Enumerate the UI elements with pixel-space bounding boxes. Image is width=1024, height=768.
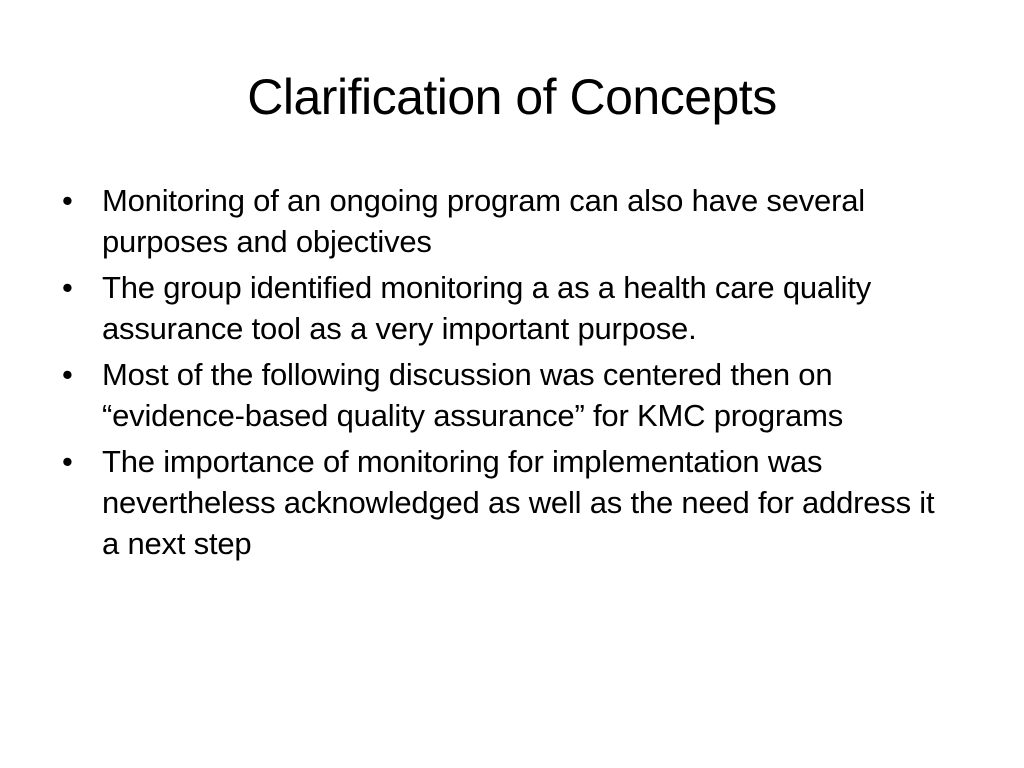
- bullet-item: [58, 180, 958, 262]
- bullet-item: [58, 267, 958, 349]
- slide-title: Clarification of Concepts: [247, 69, 777, 125]
- bullet-text: The group identified monitoring a as a health care quality assurance tool as a very important purpose.: [102, 270, 872, 346]
- bullet-icon: •: [62, 357, 73, 392]
- bullet-list: [58, 180, 958, 569]
- bullet-item: [58, 441, 958, 564]
- bullet-icon: •: [62, 444, 73, 479]
- bullet-icon: •: [62, 270, 73, 305]
- bullet-icon: •: [62, 183, 73, 218]
- bullet-text: Monitoring of an ongoing program can also have several purposes and objectives: [102, 183, 865, 259]
- bullet-text: Most of the following discussion was centered then on “evidence-based quality assurance” for KMC programs: [102, 357, 844, 433]
- bullet-text: The importance of monitoring for implementation was nevertheless acknowledged as well as the need for address it a next step: [102, 444, 935, 561]
- bullet-item: [58, 354, 958, 436]
